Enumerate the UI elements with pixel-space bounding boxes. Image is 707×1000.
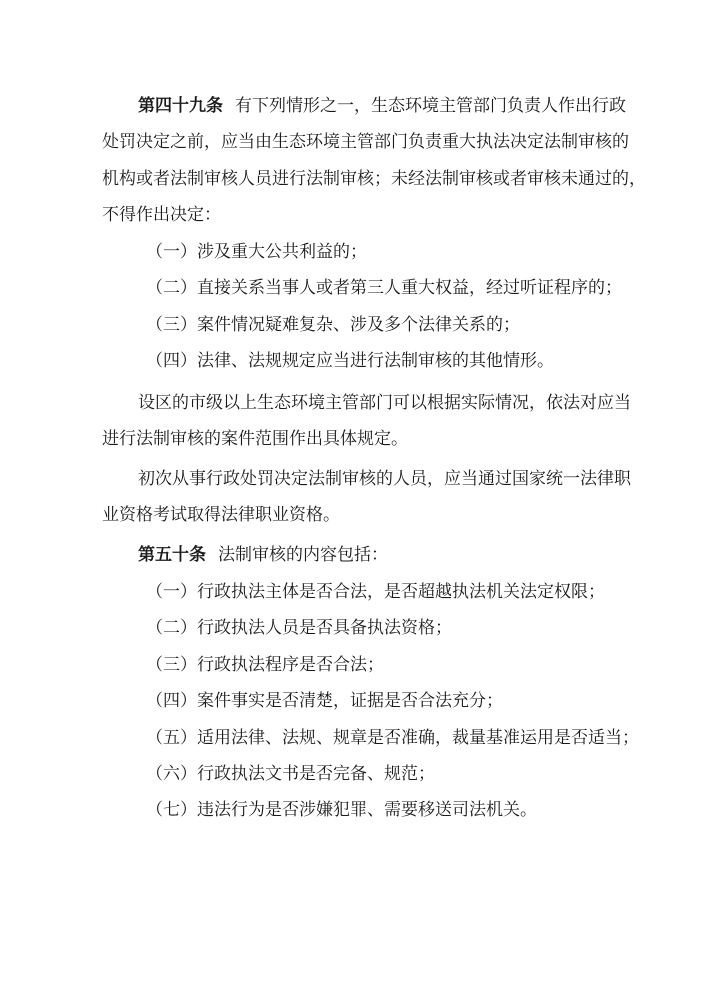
article-49-line: 不得作出决定： <box>102 205 221 225</box>
article-49-line: 处罚决定之前，应当由生态环境主管部门负责重大执法决定法制审核的 <box>102 132 629 152</box>
paragraph-line: 进行法制审核的案件范围作出具体规定。 <box>102 429 408 449</box>
article-49-text: 有下列情形之一，生态环境主管部门负责人作出行政 <box>235 96 626 116</box>
article-49-title: 第四十九条 <box>138 96 223 116</box>
article-50-title: 第五十条 <box>138 545 206 565</box>
article-50-item: （五）适用法律、法规、规章是否准确，裁量基准运用是否适当； <box>146 728 639 748</box>
article-50-item: （二）行政执法人员是否具备执法资格； <box>146 618 452 638</box>
article-49-item: （二）直接关系当事人或者第三人重大权益，经过听证程序的； <box>146 278 622 298</box>
article-50-item: （六）行政执法文书是否完备、规范； <box>146 764 435 784</box>
article-49-item: （四）法律、法规规定应当进行法制审核的其他情形。 <box>146 351 554 371</box>
article-49-item: （三）案件情况疑难复杂、涉及多个法律关系的； <box>146 315 520 335</box>
article-50-intro: 法制审核的内容包括： <box>218 545 388 565</box>
article-50-item: （七）违法行为是否涉嫌犯罪、需要移送司法机关。 <box>146 800 537 820</box>
article-49-item: （一）涉及重大公共利益的； <box>146 242 367 262</box>
article-50-item: （四）案件事实是否清楚，证据是否合法充分； <box>146 691 503 711</box>
paragraph-line: 初次从事行政处罚决定法制审核的人员，应当通过国家统一法律职 <box>138 469 631 489</box>
article-49-first-line <box>138 94 626 118</box>
article-50-item: （三）行政执法程序是否合法； <box>146 655 384 675</box>
article-49-line: 机构或者法制审核人员进行法制审核；未经法制审核或者审核未通过的， <box>102 169 646 189</box>
article-50-item: （一）行政执法主体是否合法，是否超越执法机关法定权限； <box>146 582 605 602</box>
paragraph-line: 业资格考试取得法律职业资格。 <box>102 505 340 525</box>
paragraph-line: 设区的市级以上生态环境主管部门可以根据实际情况，依法对应当 <box>138 393 631 413</box>
article-50-first-line <box>138 543 388 567</box>
